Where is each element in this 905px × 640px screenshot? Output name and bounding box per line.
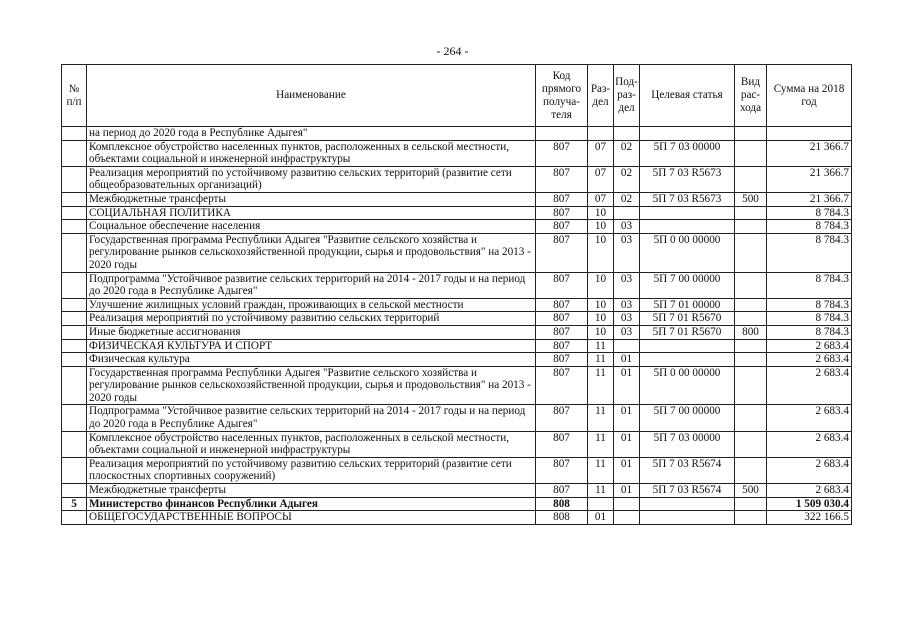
cell-num — [62, 312, 87, 326]
cell-num — [62, 166, 87, 192]
cell-code: 807 — [536, 298, 588, 312]
table-row — [62, 353, 852, 367]
cell-num — [62, 339, 87, 353]
cell-subsection: 01 — [614, 366, 640, 405]
cell-code: 807 — [536, 233, 588, 272]
cell-expense-type — [735, 431, 767, 457]
cell-section: 10 — [588, 272, 614, 298]
cell-name: Комплексное обустройство населенных пунктов, расположенных в сельской местности, объектами социальной и инженерной инфраструктуры — [87, 140, 536, 166]
cell-expense-type — [735, 312, 767, 326]
cell-code: 807 — [536, 220, 588, 234]
cell-name: Физическая культура — [87, 353, 536, 367]
cell-num — [62, 457, 87, 483]
cell-name: ФИЗИЧЕСКАЯ КУЛЬТУРА И СПОРТ — [87, 339, 536, 353]
cell-target: 5П 7 03 00000 — [640, 431, 735, 457]
cell-amount: 8 784.3 — [767, 272, 852, 298]
cell-subsection: 03 — [614, 220, 640, 234]
cell-amount: 2 683.4 — [767, 405, 852, 431]
cell-expense-type — [735, 511, 767, 525]
cell-subsection — [614, 127, 640, 141]
cell-subsection: 03 — [614, 272, 640, 298]
cell-name: Межбюджетные трансферты — [87, 192, 536, 206]
cell-subsection: 02 — [614, 140, 640, 166]
cell-amount: 2 683.4 — [767, 484, 852, 498]
cell-target: 5П 0 00 00000 — [640, 233, 735, 272]
cell-expense-type: 500 — [735, 192, 767, 206]
cell-code: 807 — [536, 312, 588, 326]
cell-code: 807 — [536, 140, 588, 166]
cell-name: Государственная программа Республики Адыгея "Развитие сельского хозяйства и регулирование рынков сельскохозяйственной продукции, сырья и продовольствия" на 2013 - 2020 годы — [87, 233, 536, 272]
cell-section — [588, 127, 614, 141]
cell-section: 11 — [588, 431, 614, 457]
cell-subsection — [614, 339, 640, 353]
cell-subsection: 03 — [614, 298, 640, 312]
cell-amount: 21 366.7 — [767, 166, 852, 192]
cell-amount: 2 683.4 — [767, 457, 852, 483]
cell-name: Межбюджетные трансферты — [87, 484, 536, 498]
cell-section: 07 — [588, 140, 614, 166]
table-row — [62, 457, 852, 483]
cell-amount: 21 366.7 — [767, 140, 852, 166]
cell-amount: 8 784.3 — [767, 325, 852, 339]
cell-num — [62, 272, 87, 298]
cell-target: 5П 7 01 R5670 — [640, 325, 735, 339]
cell-target — [640, 497, 735, 511]
cell-num — [62, 206, 87, 220]
table-row — [62, 339, 852, 353]
cell-section: 11 — [588, 366, 614, 405]
cell-amount: 322 166.5 — [767, 511, 852, 525]
cell-expense-type — [735, 272, 767, 298]
cell-code: 807 — [536, 339, 588, 353]
header-num: № п/п — [62, 65, 87, 127]
table-row — [62, 497, 852, 511]
cell-target: 5П 7 03 00000 — [640, 140, 735, 166]
cell-code: 807 — [536, 484, 588, 498]
cell-amount: 2 683.4 — [767, 339, 852, 353]
cell-name: Подпрограмма "Устойчивое развитие сельских территорий на 2014 - 2017 годы и на период до 2020 года в Республике Адыгея" — [87, 272, 536, 298]
table-row — [62, 325, 852, 339]
table-row — [62, 366, 852, 405]
table-row — [62, 511, 852, 525]
cell-subsection: 02 — [614, 192, 640, 206]
cell-amount: 2 683.4 — [767, 353, 852, 367]
header-code: Код прямого получа-теля — [536, 65, 588, 127]
cell-amount: 8 784.3 — [767, 206, 852, 220]
cell-subsection: 01 — [614, 431, 640, 457]
cell-section: 10 — [588, 312, 614, 326]
cell-expense-type — [735, 127, 767, 141]
cell-expense-type — [735, 405, 767, 431]
header-amount: Сумма на 2018 год — [767, 65, 852, 127]
cell-amount: 8 784.3 — [767, 298, 852, 312]
header-subsection: Под-раз-дел — [614, 65, 640, 127]
cell-code: 807 — [536, 325, 588, 339]
cell-target — [640, 353, 735, 367]
cell-expense-type — [735, 353, 767, 367]
cell-section: 07 — [588, 192, 614, 206]
cell-target — [640, 206, 735, 220]
cell-section: 11 — [588, 457, 614, 483]
cell-num — [62, 233, 87, 272]
table-row — [62, 233, 852, 272]
table-row — [62, 272, 852, 298]
cell-num — [62, 484, 87, 498]
cell-section: 11 — [588, 353, 614, 367]
cell-code — [536, 127, 588, 141]
cell-expense-type — [735, 206, 767, 220]
table-row — [62, 206, 852, 220]
cell-target: 5П 7 03 R5674 — [640, 484, 735, 498]
table-row — [62, 484, 852, 498]
cell-section: 07 — [588, 166, 614, 192]
table-row — [62, 192, 852, 206]
cell-num — [62, 431, 87, 457]
cell-code: 808 — [536, 511, 588, 525]
cell-expense-type — [735, 140, 767, 166]
cell-code: 807 — [536, 272, 588, 298]
cell-expense-type — [735, 457, 767, 483]
cell-num: 5 — [62, 497, 87, 511]
cell-name: Реализация мероприятий по устойчивому развитию сельских территорий (развитие сети общеобразовательных организаций) — [87, 166, 536, 192]
cell-expense-type — [735, 166, 767, 192]
cell-target — [640, 339, 735, 353]
cell-subsection — [614, 206, 640, 220]
cell-code: 808 — [536, 497, 588, 511]
cell-name: ОБЩЕГОСУДАРСТВЕННЫЕ ВОПРОСЫ — [87, 511, 536, 525]
cell-target: 5П 7 00 00000 — [640, 272, 735, 298]
cell-amount: 21 366.7 — [767, 192, 852, 206]
cell-subsection: 02 — [614, 166, 640, 192]
cell-section: 10 — [588, 298, 614, 312]
cell-subsection — [614, 511, 640, 525]
cell-name: на период до 2020 года в Республике Адыгея" — [87, 127, 536, 141]
header-target: Целевая статья — [640, 65, 735, 127]
cell-target: 5П 0 00 00000 — [640, 366, 735, 405]
cell-name: СОЦИАЛЬНАЯ ПОЛИТИКА — [87, 206, 536, 220]
cell-amount — [767, 127, 852, 141]
page-number: - 264 - — [436, 44, 469, 58]
cell-name: Реализация мероприятий по устойчивому развитию сельских территорий (развитие сети плоскостных спортивных сооружений) — [87, 457, 536, 483]
cell-section: 11 — [588, 484, 614, 498]
cell-code: 807 — [536, 353, 588, 367]
cell-code: 807 — [536, 366, 588, 405]
cell-name: Иные бюджетные ассигнования — [87, 325, 536, 339]
table-body — [62, 127, 852, 525]
cell-code: 807 — [536, 431, 588, 457]
cell-amount: 8 784.3 — [767, 220, 852, 234]
cell-code: 807 — [536, 405, 588, 431]
cell-section: 10 — [588, 206, 614, 220]
cell-amount: 2 683.4 — [767, 431, 852, 457]
cell-amount: 2 683.4 — [767, 366, 852, 405]
cell-num — [62, 353, 87, 367]
table-header-row — [62, 65, 852, 127]
cell-num — [62, 192, 87, 206]
cell-name: Комплексное обустройство населенных пунктов, расположенных в сельской местности, объектами социальной и инженерной инфраструктуры — [87, 431, 536, 457]
cell-name: Реализация мероприятий по устойчивому развитию сельских территорий — [87, 312, 536, 326]
cell-target: 5П 7 03 R5673 — [640, 192, 735, 206]
cell-amount: 8 784.3 — [767, 312, 852, 326]
cell-subsection: 03 — [614, 233, 640, 272]
cell-section: 01 — [588, 511, 614, 525]
cell-expense-type — [735, 366, 767, 405]
table-row — [62, 220, 852, 234]
header-name: Наименование — [87, 65, 536, 127]
header-section: Раз-дел — [588, 65, 614, 127]
cell-num — [62, 127, 87, 141]
cell-expense-type — [735, 220, 767, 234]
cell-num — [62, 298, 87, 312]
cell-num — [62, 140, 87, 166]
cell-target — [640, 127, 735, 141]
cell-target: 5П 7 01 00000 — [640, 298, 735, 312]
cell-expense-type — [735, 298, 767, 312]
cell-target: 5П 7 03 R5673 — [640, 166, 735, 192]
cell-target: 5П 7 00 00000 — [640, 405, 735, 431]
table-row — [62, 166, 852, 192]
cell-num — [62, 325, 87, 339]
cell-code: 807 — [536, 166, 588, 192]
cell-amount: 8 784.3 — [767, 233, 852, 272]
cell-name: Министерство финансов Республики Адыгея — [87, 497, 536, 511]
cell-name: Подпрограмма "Устойчивое развитие сельских территорий на 2014 - 2017 годы и на период до 2020 года в Республике Адыгея" — [87, 405, 536, 431]
cell-section: 10 — [588, 233, 614, 272]
cell-expense-type: 800 — [735, 325, 767, 339]
cell-name: Социальное обеспечение населения — [87, 220, 536, 234]
cell-target — [640, 511, 735, 525]
cell-expense-type — [735, 233, 767, 272]
cell-target: 5П 7 03 R5674 — [640, 457, 735, 483]
cell-subsection: 01 — [614, 484, 640, 498]
cell-name: Улучшение жилищных условий граждан, проживающих в сельской местности — [87, 298, 536, 312]
cell-target — [640, 220, 735, 234]
cell-section: 11 — [588, 405, 614, 431]
cell-target: 5П 7 01 R5670 — [640, 312, 735, 326]
cell-subsection: 01 — [614, 353, 640, 367]
header-expense-type: Вид рас-хода — [735, 65, 767, 127]
cell-code: 807 — [536, 457, 588, 483]
cell-num — [62, 405, 87, 431]
table-row — [62, 298, 852, 312]
table-row — [62, 431, 852, 457]
cell-amount: 1 509 030.4 — [767, 497, 852, 511]
table-row — [62, 405, 852, 431]
cell-num — [62, 366, 87, 405]
cell-expense-type — [735, 339, 767, 353]
cell-num — [62, 220, 87, 234]
cell-expense-type — [735, 497, 767, 511]
cell-expense-type: 500 — [735, 484, 767, 498]
cell-code: 807 — [536, 192, 588, 206]
cell-section: 10 — [588, 325, 614, 339]
cell-section — [588, 497, 614, 511]
cell-section: 11 — [588, 339, 614, 353]
cell-subsection: 03 — [614, 312, 640, 326]
cell-subsection: 01 — [614, 457, 640, 483]
cell-subsection: 01 — [614, 405, 640, 431]
cell-section: 10 — [588, 220, 614, 234]
cell-subsection: 03 — [614, 325, 640, 339]
table-row — [62, 312, 852, 326]
cell-num — [62, 511, 87, 525]
table-row — [62, 140, 852, 166]
table-row — [62, 127, 852, 141]
cell-subsection — [614, 497, 640, 511]
budget-table — [61, 64, 852, 525]
cell-code: 807 — [536, 206, 588, 220]
cell-name: Государственная программа Республики Адыгея "Развитие сельского хозяйства и регулирование рынков сельскохозяйственной продукции, сырья и продовольствия" на 2013 - 2020 годы — [87, 366, 536, 405]
